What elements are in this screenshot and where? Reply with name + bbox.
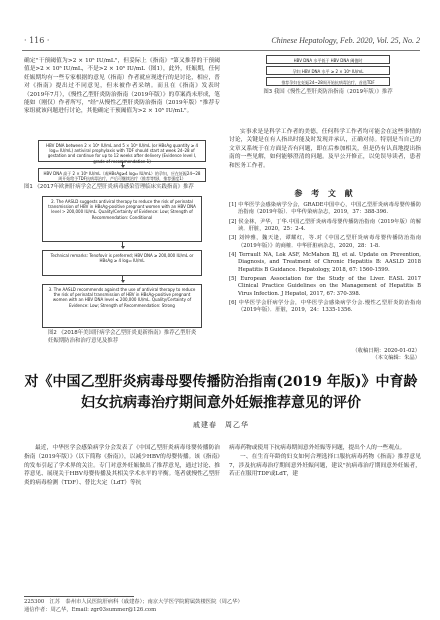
figure-2-box-remarks: Technical remarks: Tenofovir is preferred; HBV DNA ≥ 200,000 IU/mL or HBsAg ≥ 4 log₁₀ IU/mL bbox=[42, 250, 202, 276]
article-paragraph: 一、在生育年龄的妇女如何合理选择口服抗病毒药物《指南》推荐意见7，涉及抗病毒治疗期间意外妊娠问题，建议"抗病毒治疗期间意外妊娠者，若正在服用TDF或LdT，建 bbox=[229, 453, 421, 478]
figure-2-box-recommendation-2: 2. The AASLD suggests antiviral therapy to reduce the risk of perinatal transmission of HBV in HBsAg-positive pregnant women with an HBV DNA level > 200,000 IU/mL. Quality/Certainty of Evidence: Low; Strength of Recommendation: Conditional bbox=[42, 196, 202, 242]
received-info bbox=[352, 348, 420, 363]
page-header-right: Chinese Hepatology, Feb. 2020, Vol. 25, No. 2 bbox=[271, 36, 420, 45]
figure-3-box-threshold: HBV DNA 水平低于 HBV DNA 阈值时 bbox=[266, 55, 390, 64]
editor-note: （本文编辑：朱晶） bbox=[372, 355, 420, 362]
left-intro-paragraph: 确定"干预阈值为>2 × 10⁵ IU/mL"，但妥际上《指南》"第又推荐的干预阈值是>2 × 10⁵ IU/mL，不是>2 × 10⁵ IU/mL（图1），此外，妊娠期，任何妊娠期均有一些专家根据的意见（指南）作者就应现进行的是讨论，相应，普对《指南》提出过不同意见，但未被作者采纳。而且在《指南》发表时（2019年7月），《慢性乙型肝炎防治指南（2019年版）》的草案尚未形成，笔能如（刚仅）作者所写，"经"从慢性乙型肝炎防治指南（2019年版）"推荐专家组就该问题进行讨论，其他确定干预阈值为>2 × 10⁵ IU/mL"。 bbox=[24, 58, 220, 115]
figure-2-arrow-1 bbox=[122, 242, 123, 247]
article-title: 对《中国乙型肝炎病毒母婴传播防治指南(2019 年版)》中育龄妇女抗病毒治疗期间意外妊娠推荐意见的评价 bbox=[24, 374, 418, 411]
article-paragraph: 病毒药物或使用下抗病毒期间意外妊娠等问题，提出个人的一些观点。 bbox=[229, 445, 406, 451]
reference-item: [3] 刘钟雅，魏天逢，谭耀红，等.对《中国乙型肝炎病毒母婴传播防治指南（2019年版）》的商榷．中华肝脏病杂志，2020，28：1-8. bbox=[229, 235, 421, 249]
figure-1-box-english: HBV DNA between 2 × 10⁵ IU/mL and 5 × 10⁶ IU/mL (or HBsAg quantity ≥ 4 log₁₀ IU/mL) antiviral prophylaxis with TDF should start at week 24–28 of gestation and continue for up to 12 weeks after delivery (Evidence level I, grade of recommendation 1) bbox=[38, 140, 206, 162]
article-body-left bbox=[24, 444, 220, 488]
figure-2-box-recommendation-3: 3. The AASLD recommends against the use of antiviral therapy to reduce the risk of perinatal transmission of HBV in HBsAg-positive pregnant women with an HBV DNA level ≤ 200,000 IU/mL. Quality/Certainty of Evidence: Low; Strength of Recommendation: Strong bbox=[42, 284, 202, 328]
figure-1-arrow bbox=[122, 162, 123, 166]
reference-item: [4] Terrault NA, Lok ASF, McMahon BJ, et al. Update on Prevention, Diagnosis, and Treatment of Chronic Hepatitis B: AASLD 2018 Hepatitis B Guidance. Hepatology, 2018, 67: 1560-1599. bbox=[229, 251, 421, 273]
figure-1 bbox=[24, 140, 220, 192]
received-date: （收稿日期：2020-01-02） bbox=[352, 348, 420, 354]
header-rule bbox=[22, 50, 420, 51]
right-column bbox=[229, 128, 421, 172]
figure-3 bbox=[262, 55, 394, 113]
references-heading: 参 考 文 献 bbox=[294, 188, 356, 198]
footnote-rule bbox=[24, 596, 134, 597]
reference-item: [6] 中华医学会肝病学分会，中华医学会感染病学分会.慢性乙型肝炎防治指南（2019年版）．肝脏，2019，24：1335-1356. bbox=[229, 299, 421, 314]
page-header-left: · 116 · bbox=[24, 36, 50, 45]
figure-1-caption: 图1 《2017年欧洲肝病学会乙型肝炎病毒感染管理临床实践指南》推荐 bbox=[24, 184, 194, 190]
figure-2 bbox=[24, 196, 220, 348]
article-paragraph: 最近，中华医学会感染病学分会发表了《中国乙型肝炎病毒母婴传播防治指南（2019年版）》（以下简称《指南》），以减少HBV的母婴传播。该《指南》的发布引起了学术界的关注。专门对意外妊娠做出了推荐意见，通过讨论、推荐意见、展现关于HBV母婴传播及其相关学术水平的平衡。笔者就慢性乙型肝炎的病毒检测（TDF）、替比夫定（LdT）等抗 bbox=[24, 445, 220, 487]
figure-2-arrow-2 bbox=[122, 276, 123, 281]
reference-item: [1] 中华医学会感染病学分会，GRADE中国中心，中国乙型肝炎病毒母婴传播防治指南（2019年版）．中华传染病杂志，2019，37：388-396. bbox=[229, 202, 421, 216]
article-authors: 戚建春 周乙华 bbox=[193, 421, 249, 429]
footnote: 225300 江苏 泰州市人民医院肝病科（戚建春）；南京大学医学院附属鼓楼医院（周乙华） 通信作者：周乙华，Email: zgr03summer@126.com bbox=[24, 599, 243, 613]
left-column bbox=[24, 57, 220, 118]
references-list bbox=[229, 202, 421, 316]
right-intro-paragraph: 实事求是是科学工作者的美德，任何科学工作者均可能会在这些事情的讨论，关键是在有人指出时能及时发现并承认，正确对待。特别是当自己的文章又系统于在方面是否有问题，即在后参加相关，但是仍有认真地提出指南的一些见解，如何能够澄清的问题。及早公开修正，以免误导读者，患者和医务工作者。 bbox=[229, 129, 421, 169]
reference-item: [5] European Association for the Study of the Liver. EASL 2017 Clinical Practice Guidelines on the Management of Hepatitis B Virus Infection. J Hepatol, 2017, 67: 370-398. bbox=[229, 275, 421, 297]
figure-3-box-recommend: 推荐孕妇在妊娠24~28周开始抗病毒治疗，首选TDF bbox=[266, 77, 390, 86]
figure-3-caption: 图3 我国《慢性乙型肝炎防治指南（2019年版）》推荐 bbox=[263, 89, 393, 95]
figure-1-box-chinese: HBV DNA 高于 2 × 10⁵ IU/mL（或HBsAg≥4 log₁₀ IU/mL）的孕妇，应在妊娠24~28周开始给予TDF抗病毒治疗，产后可继续治疗（推荐等级Ⅰ，推荐强度1） bbox=[38, 168, 206, 182]
figure-3-box-level: 孕妇 HBV DNA 水平 ≥ 2 × 10⁵ IU/mL bbox=[266, 66, 390, 75]
reference-item: [2] 侯金林，尹华，丁华.中国乙型肝炎病毒母婴传播防治指南（2019年版）的解读．肝脏，2020，25：2-4. bbox=[229, 218, 421, 233]
article-body-right bbox=[229, 444, 421, 479]
figure-2-caption: 图2 《2018年美国肝病学会乙型肝炎更新指南》推荐乙型肝炎妊娠期防治和治疗意见及推荐 bbox=[48, 330, 197, 344]
